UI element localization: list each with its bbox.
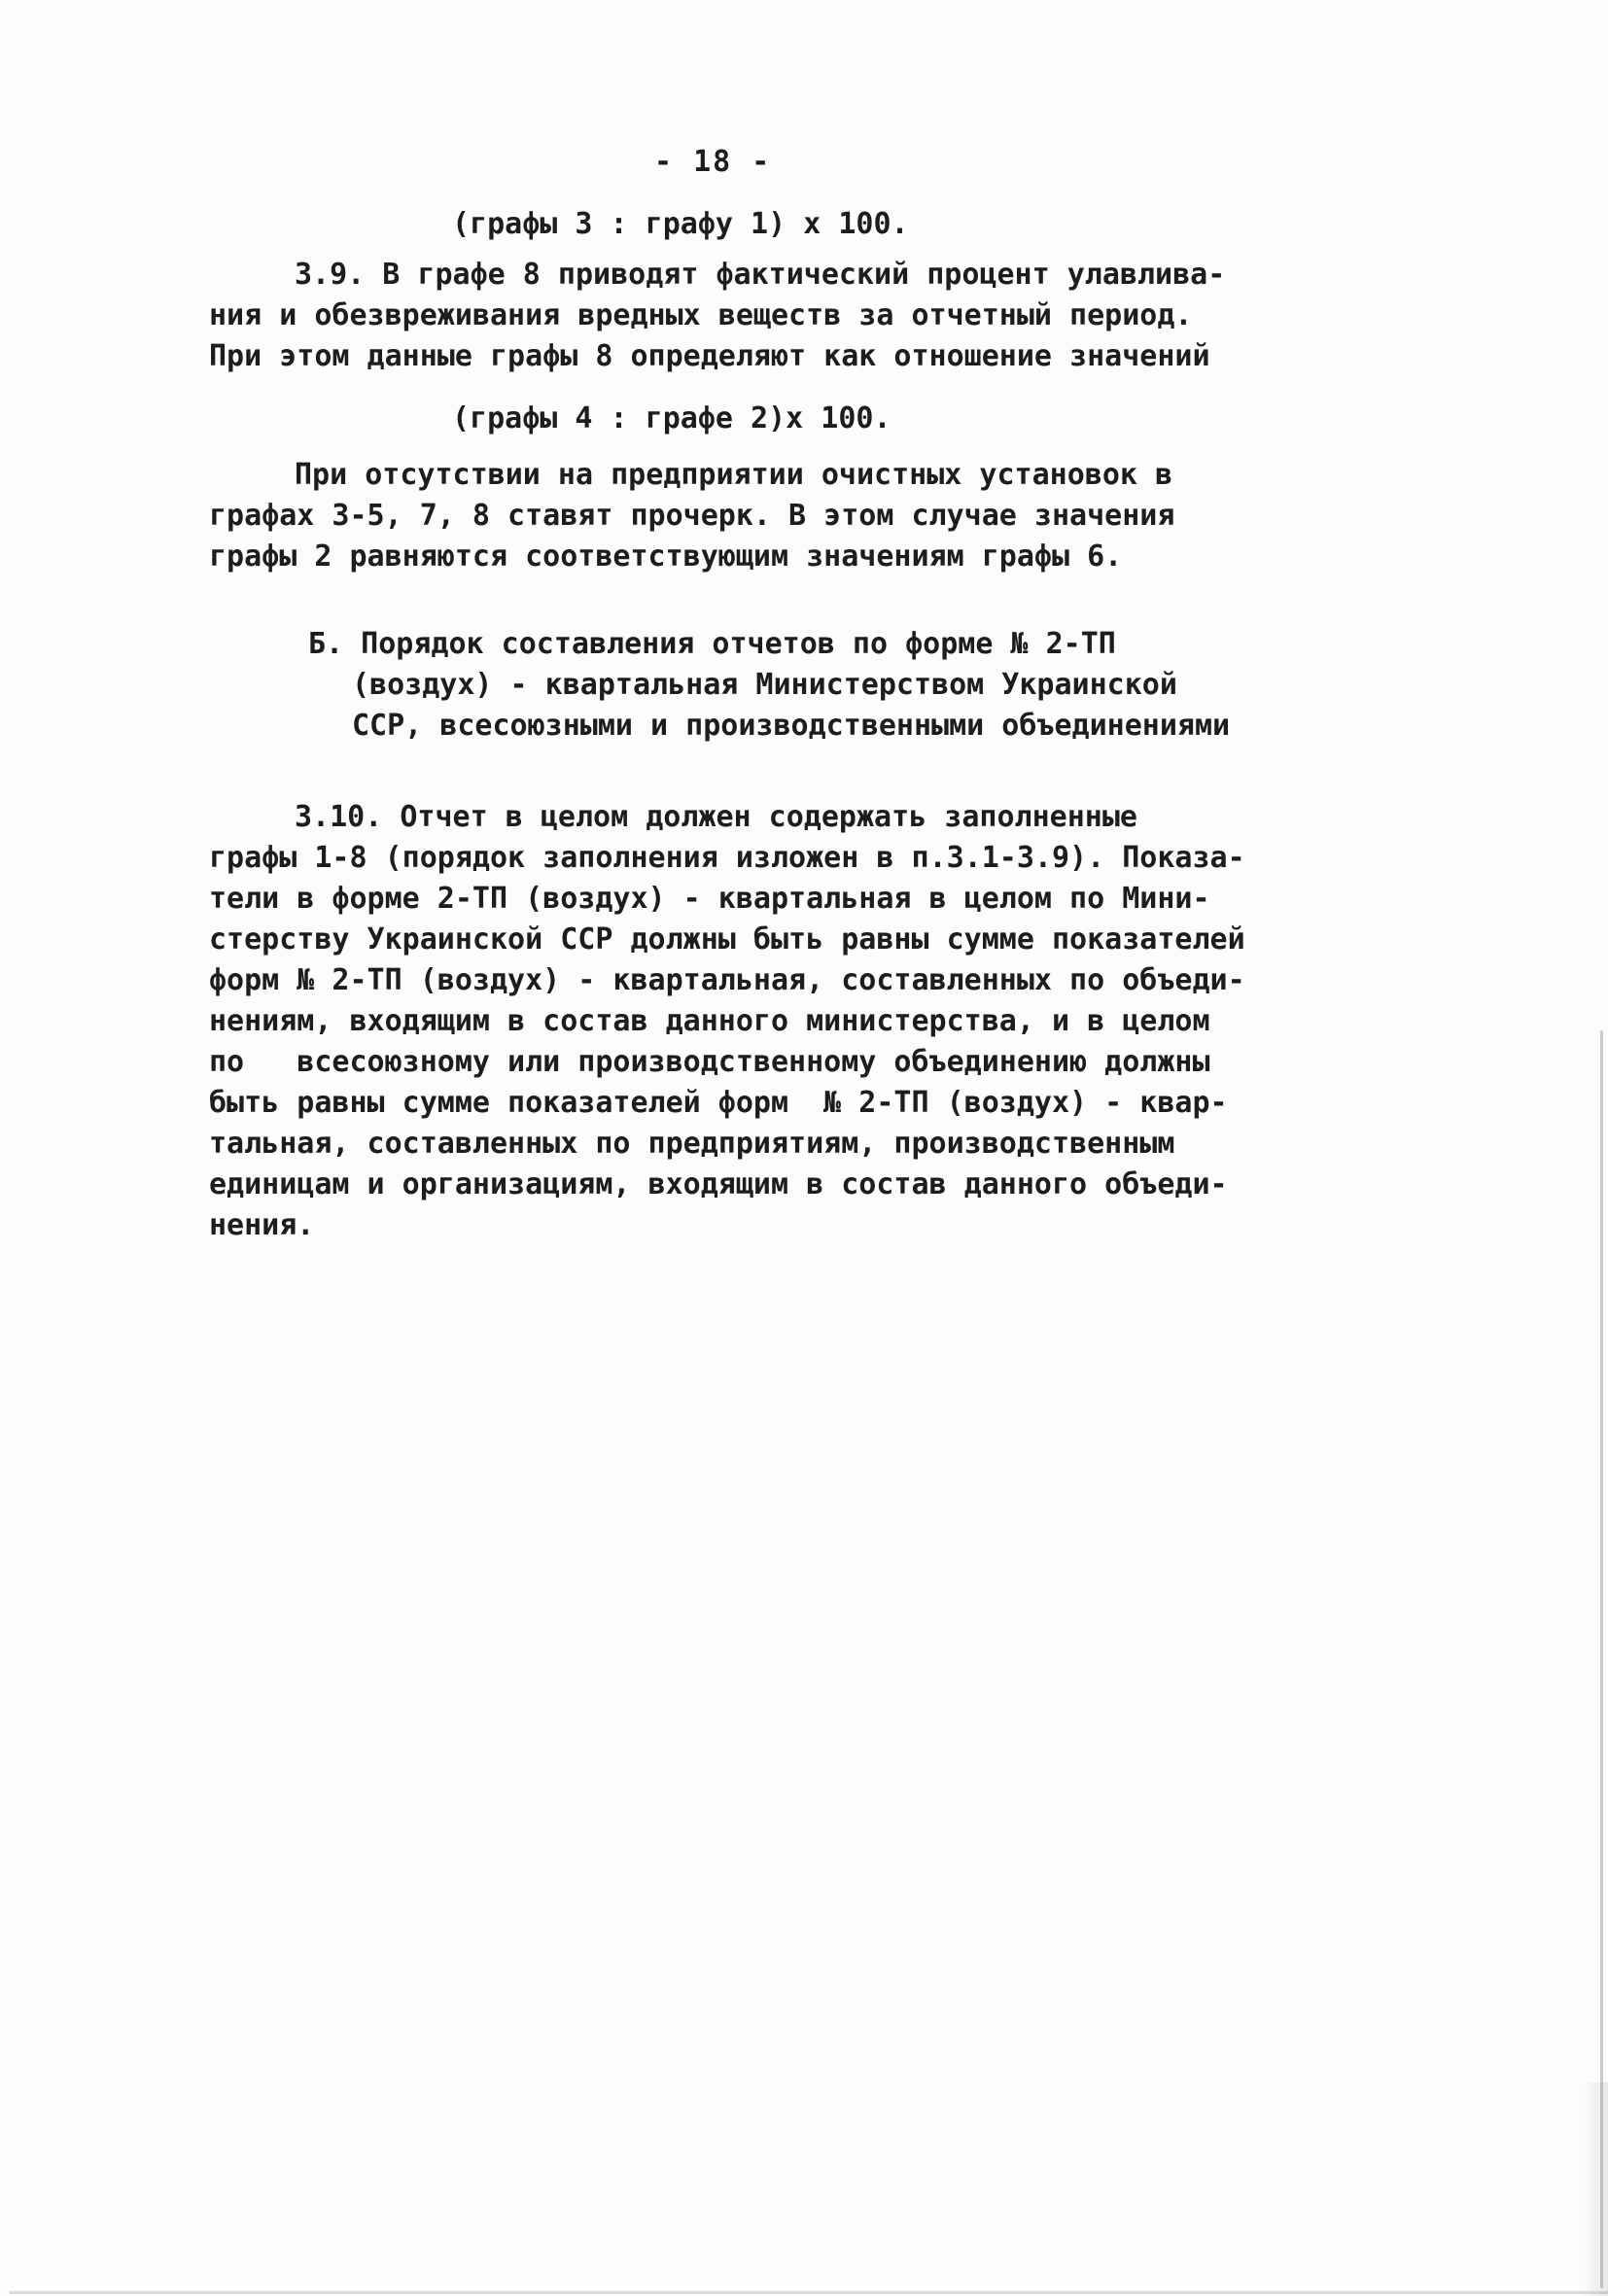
text-line: ния и обезвреживания вредных веществ за отчетный период. [209, 298, 1193, 332]
scan-artifact-bottom-edge [10, 2291, 1608, 2294]
formula-graphs-3-1: (графы 3 : графу 1) х 100. [452, 207, 909, 241]
paragraph-dash-rule [209, 455, 1608, 577]
text-line: При отсутствии на предприятии очистных установок в [295, 458, 1173, 492]
text-line: быть равны сумме показателей форм № 2-ТП (воздух) - квар- [209, 1086, 1228, 1120]
text-line: нения. [209, 1208, 315, 1242]
text-line: по всесоюзному или производственному объединению должны [209, 1045, 1210, 1079]
text-line: 3.10. Отчет в целом должен содержать заполненные [295, 800, 1137, 834]
section-b-heading [209, 624, 1608, 747]
text-line: тальная, составленных по предприятиям, производственным [209, 1127, 1175, 1161]
text-line: нениям, входящим в состав данного министерства, и в целом [209, 1004, 1210, 1038]
text-line: стерству Украинской ССР должны быть равны сумме показателей [209, 922, 1245, 957]
text-line: 3.9. В графе 8 приводят фактический процент улавлива- [295, 258, 1226, 292]
text-line: графы 2 равняются соответствующим значениям графы 6. [209, 539, 1123, 574]
heading-line: ССР, всесоюзными и производственными объединениями [352, 709, 1231, 743]
text-line: При этом данные графы 8 определяют как отношение значений [209, 339, 1210, 373]
scan-artifact-corner-shadow [1583, 2082, 1608, 2296]
text-line: графах 3-5, 7, 8 ставят прочерк. В этом случае значения [209, 499, 1175, 533]
heading-line: Б. Порядок составления отчетов по форме № 2-ТП [308, 627, 1116, 661]
text-line: тели в форме 2-ТП (воздух) - квартальная в целом по Мини- [209, 882, 1210, 916]
paragraph-3-10 [209, 797, 1608, 1246]
text-line: форм № 2-ТП (воздух) - квартальная, составленных по объеди- [209, 963, 1245, 997]
text-line: графы 1-8 (порядок заполнения изложен в п.3.1-3.9). Показа- [209, 841, 1245, 875]
formula-graphs-4-2: (графы 4 : графе 2)х 100. [452, 401, 891, 435]
page-number: - 18 - [654, 145, 772, 179]
text-line: единицам и организациям, входящим в состав данного объеди- [209, 1167, 1228, 1201]
paragraph-3-9 [209, 255, 1608, 377]
heading-line: (воздух) - квартальная Министерством Украинской [352, 668, 1177, 702]
